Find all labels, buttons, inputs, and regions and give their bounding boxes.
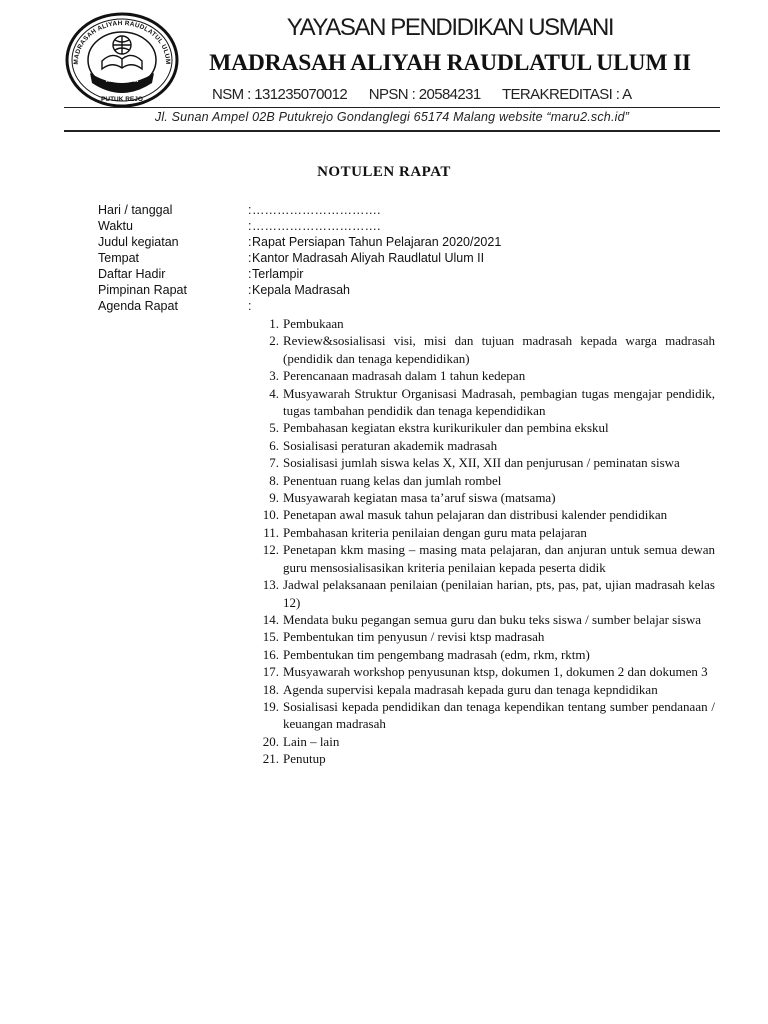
field-activity-title: Judul kegiatan : Rapat Persiapan Tahun Pelajaran 2020/2021 <box>98 235 502 249</box>
agenda-item-text: Penetapan kkm masing – masing mata pelajaran, dan anjuran untuk semua dewan guru mensosialisasikan kriteria penilaian kepada peserta didik <box>283 542 715 575</box>
agenda-item-number: 1. <box>269 316 279 331</box>
agenda-item <box>252 698 715 733</box>
agenda-item-text: Review&sosialisasi visi, misi dan tujuan madrasah kepada warga madrasah (pendidik dan tenaga kependidikan) <box>283 333 715 366</box>
school-identifiers <box>212 86 692 103</box>
school-seal-logo <box>64 11 180 109</box>
npsn-number: NPSN : 20584231 <box>368 86 481 103</box>
field-date: Hari / tanggal : …………………………. <box>98 203 381 217</box>
agenda-item <box>252 681 715 698</box>
agenda-item-text: Sosialisasi jumlah siswa kelas X, XII, XII dan penjurusan / peminatan siswa <box>283 455 680 471</box>
agenda-item-text: Pembentukan tim penyusun / revisi ktsp madrasah <box>283 629 545 645</box>
field-value: Rapat Persiapan Tahun Pelajaran 2020/2021 <box>252 235 502 249</box>
header-divider-bottom <box>64 130 720 132</box>
agenda-item-number: 12. <box>262 542 279 558</box>
agenda-item <box>252 524 715 541</box>
agenda-item-number: 6. <box>269 437 279 453</box>
field-label: Waktu <box>98 219 133 233</box>
field-value: …………………………. <box>252 203 381 217</box>
foundation-name: YAYASAN PENDIDIKAN USMANI <box>286 14 614 41</box>
agenda-item <box>252 437 715 454</box>
agenda-item-number: 9. <box>269 490 279 506</box>
agenda-item-number: 18. <box>262 681 279 697</box>
agenda-item <box>252 367 715 384</box>
agenda-item-number: 16. <box>262 646 279 662</box>
field-label: Tempat <box>98 251 139 265</box>
agenda-item-number: 4. <box>269 385 279 401</box>
agenda-item-number: 5. <box>269 420 279 436</box>
agenda-item <box>252 750 715 767</box>
agenda-item-number: 2. <box>269 333 279 349</box>
agenda-item-text: Lain – lain <box>283 733 340 749</box>
agenda-item <box>252 628 715 645</box>
agenda-item-text: Pembentukan tim pengembang madrasah (edm, rkm, rktm) <box>283 646 590 662</box>
accreditation-status: TERAKREDITASI : A <box>501 86 632 103</box>
agenda-item <box>252 489 715 506</box>
agenda-list <box>252 315 715 768</box>
agenda-item <box>252 385 715 420</box>
agenda-item-number: 17. <box>262 664 279 680</box>
field-label: Hari / tanggal <box>98 203 173 217</box>
agenda-item-number: 15. <box>262 629 279 645</box>
agenda-item <box>252 472 715 489</box>
agenda-item <box>252 506 715 523</box>
agenda-item-text: Musyawarah workshop penyusunan ktsp, dokumen 1, dokumen 2 dan dokumen 3 <box>283 664 708 680</box>
agenda-item-text: Penentuan ruang kelas dan jumlah rombel <box>283 472 502 488</box>
field-label: Pimpinan Rapat <box>98 283 187 297</box>
agenda-item-number: 3. <box>269 368 279 384</box>
field-agenda: Agenda Rapat : <box>98 299 252 313</box>
logo-ring-text: MADRASAH ALIYAH RAUDLATUL ULUM <box>72 19 172 65</box>
agenda-item-text: Pembukaan <box>283 316 344 331</box>
field-chair: Pimpinan Rapat : Kepala Madrasah <box>98 283 350 297</box>
school-address: Jl. Sunan Ampel 02B Putukrejo Gondanglegi 65174 Malang website “maru2.sch.id” <box>154 110 630 124</box>
field-label: Judul kegiatan <box>98 235 179 249</box>
meeting-details <box>98 202 718 314</box>
agenda-item <box>252 611 715 628</box>
agenda-item-text: Sosialisasi peraturan akademik madrasah <box>283 437 498 453</box>
field-place: Tempat : Kantor Madrasah Aliyah Raudlatul Ulum II <box>98 251 485 265</box>
agenda-item-text: Agenda supervisi kepala madrasah kepada guru dan tenaga kepndidikan <box>283 681 658 697</box>
header-divider-top <box>64 107 720 108</box>
agenda-item <box>252 576 715 611</box>
logo-banner-text: MA RU II <box>105 75 139 84</box>
agenda-item-text: Penutup <box>283 751 326 767</box>
agenda-item-text: Musyawarah Struktur Organisasi Madrasah, pembagian tugas mengajar pendidik, tugas tambahan pendidik dan tenaga kependidikan <box>283 385 715 419</box>
nsm-number: NSM : 131235070012 <box>212 86 348 103</box>
agenda-item <box>252 733 715 750</box>
agenda-item <box>252 646 715 663</box>
agenda-item <box>252 419 715 436</box>
field-label: Agenda Rapat <box>98 299 178 313</box>
field-value: Kantor Madrasah Aliyah Raudlatul Ulum II <box>252 251 485 265</box>
field-label: Daftar Hadir <box>98 267 166 281</box>
agenda-item-number: 21. <box>262 751 279 767</box>
agenda-item-text: Mendata buku pegangan semua guru dan buku teks siswa / sumber belajar siswa <box>283 611 702 627</box>
logo-bottom-text: PUTUK REJO <box>101 96 143 103</box>
agenda-item-number: 20. <box>262 733 279 749</box>
agenda-item <box>252 315 715 332</box>
agenda-item <box>252 454 715 471</box>
document-title: NOTULEN RAPAT <box>317 164 451 180</box>
agenda-item-text: Pembahasan kriteria penilaian dengan guru mata pelajaran <box>283 524 587 540</box>
agenda-item-text: Musyawarah kegiatan masa ta’aruf siswa (matsama) <box>283 490 556 506</box>
agenda-item-number: 14. <box>262 611 279 627</box>
agenda-item-number: 11. <box>263 524 279 540</box>
field-value: Terlampir <box>252 267 304 281</box>
agenda-item <box>252 541 715 576</box>
agenda-item-text: Penetapan awal masuk tahun pelajaran dan distribusi kalender pendidikan <box>283 507 668 523</box>
agenda-item-number: 13. <box>262 577 279 593</box>
field-value: Kepala Madrasah <box>252 283 350 297</box>
agenda-item <box>252 663 715 680</box>
agenda-item-number: 7. <box>269 455 279 471</box>
agenda-item-number: 8. <box>269 472 279 488</box>
agenda-item-number: 19. <box>262 698 279 714</box>
school-name: MADRASAH ALIYAH RAUDLATUL ULUM II <box>209 50 691 76</box>
agenda-item-text: Sosialisasi kepada pendidikan dan tenaga kependikan tentang sumber pendanaan / keuangan madrasah <box>283 698 715 732</box>
field-time: Waktu : …………………………. <box>98 219 381 233</box>
agenda-item <box>252 332 715 367</box>
agenda-item-number: 10. <box>262 507 279 523</box>
agenda-item-text: Pembahasan kegiatan ekstra kurikurikuler dan pembina ekskul <box>283 420 609 436</box>
field-value: …………………………. <box>252 219 381 233</box>
field-attendance: Daftar Hadir : Terlampir <box>98 267 304 281</box>
agenda-item-text: Perencanaan madrasah dalam 1 tahun kedepan <box>283 368 526 384</box>
agenda-item-text: Jadwal pelaksanaan penilaian (penilaian harian, pts, pas, pat, ujian madrasah kelas 12) <box>283 577 715 610</box>
